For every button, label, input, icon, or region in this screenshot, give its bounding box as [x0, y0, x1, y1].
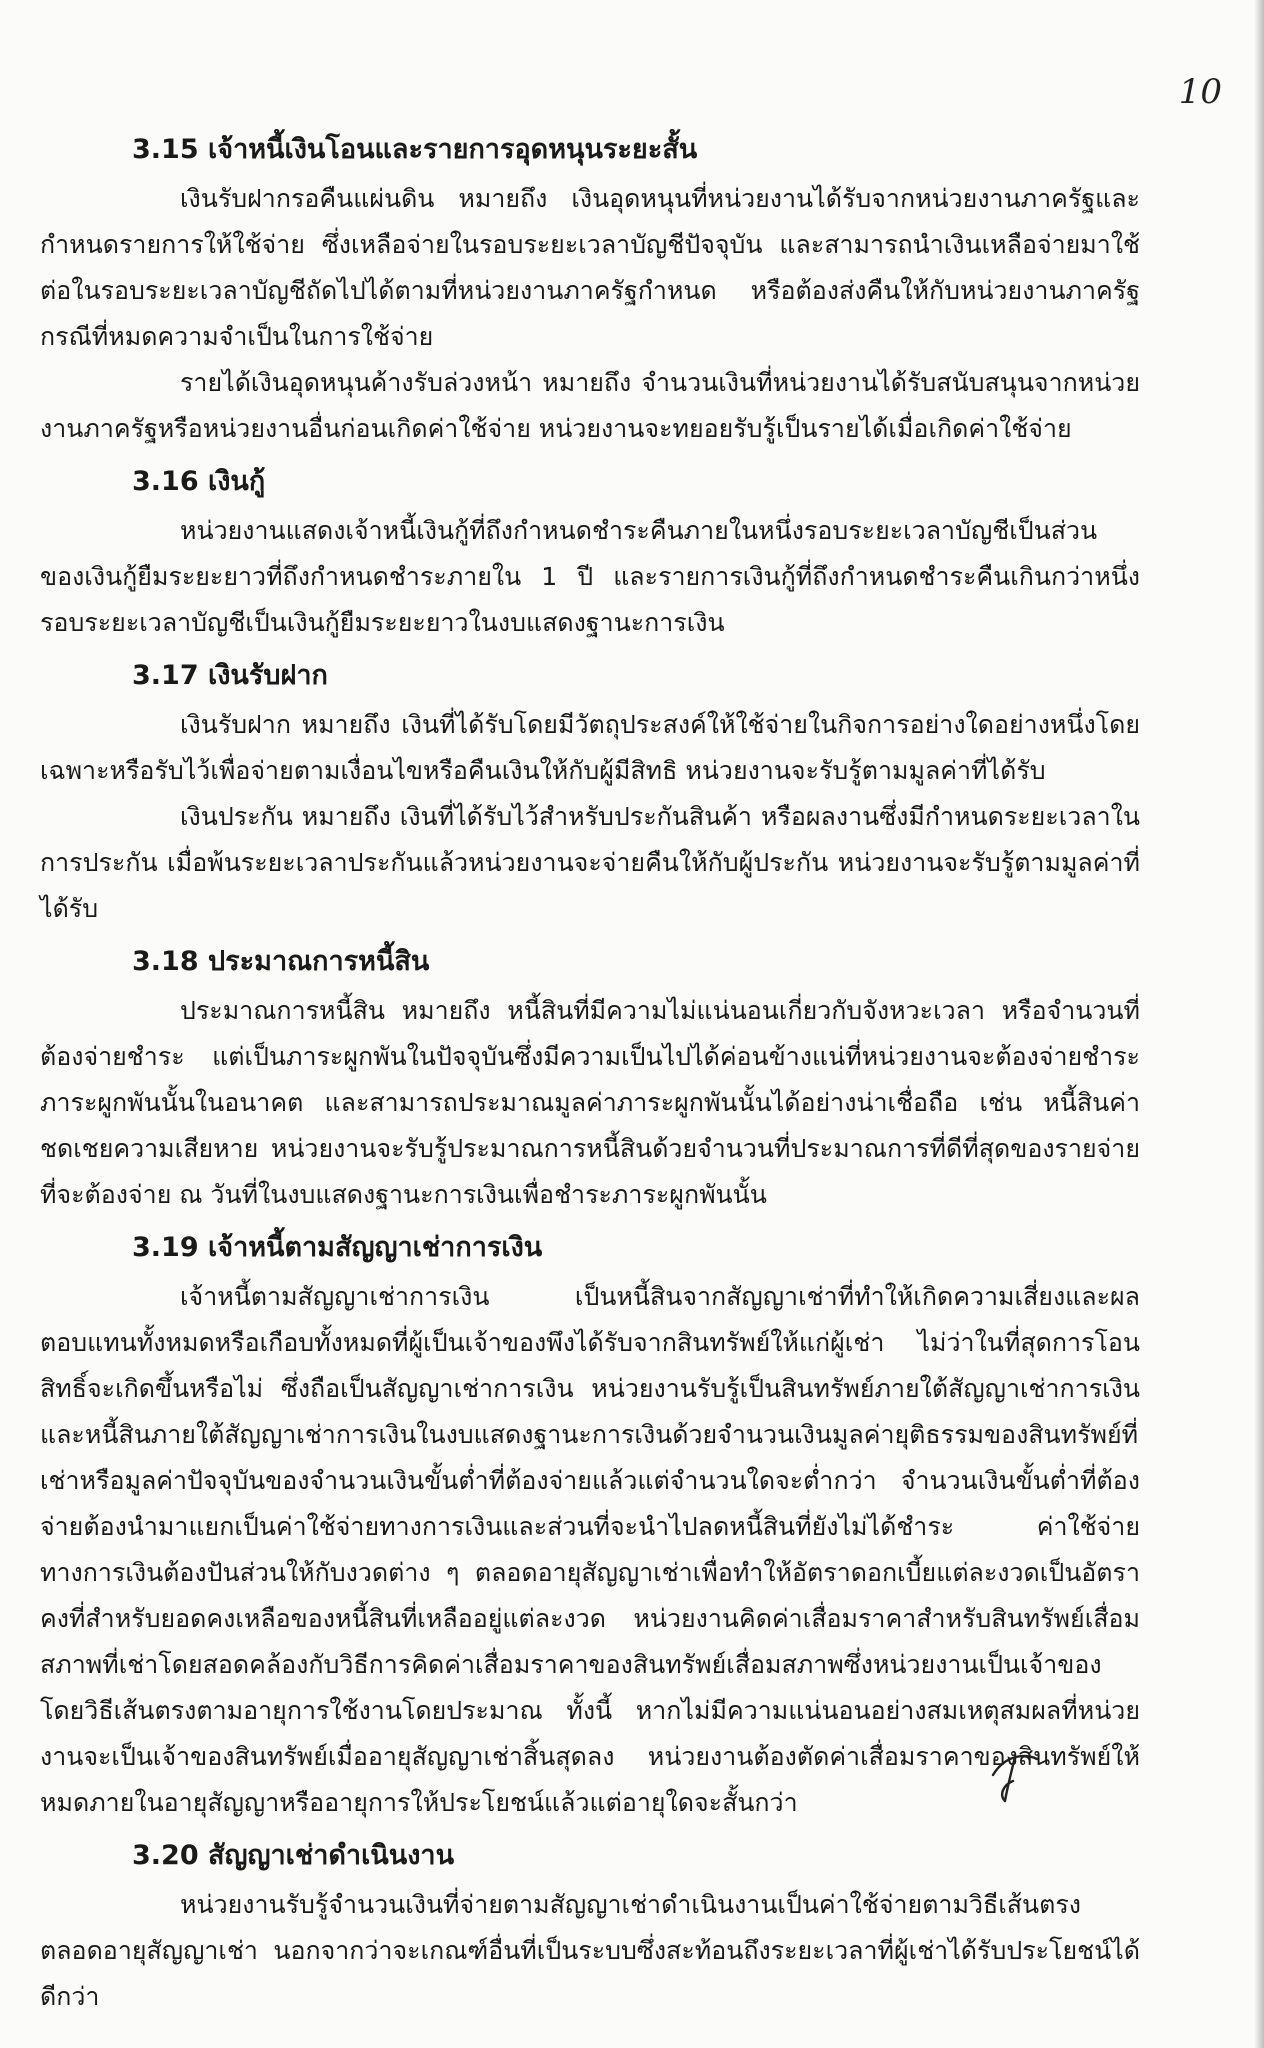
paragraph: ประมาณการหนี้สิน หมายถึง หนี้สินที่มีความไม่แน่นอนเกี่ยวกับจังหวะเวลา หรือจำนวนที่ต้องจ่ายชำระ แต่เป็นภาระผูกพันในปัจจุบันซึ่งมีความเป็นไปได้ค่อนข้างแน่ที่หน่วยงานจะต้องจ่ายชำระภาระผูกพันนั้นในอนาคต และสามารถประมาณมูลค่าภาระผูกพันนั้นได้อย่างน่าเชื่อถือ เช่น หนี้สินค่าชดเชยความเสียหาย หน่วยงานจะรับรู้ประมาณการหนี้สินด้วยจำนวนที่ประมาณการที่ดีที่สุดของรายจ่ายที่จะต้องจ่าย ณ วันที่ในงบแสดงฐานะการเงินเพื่อชำระภาระผูกพันนั้น [40, 996, 1140, 1209]
section-heading: 3.20 สัญญาเช่าดำเนินงาน [132, 1840, 455, 1871]
section-3-19 [40, 1228, 1140, 1826]
section-3-16 [40, 462, 1140, 646]
paragraph: เงินรับฝากรอคืนแผ่นดิน หมายถึง เงินอุดหนุนที่หน่วยงานได้รับจากหน่วยงานภาครัฐและกำหนดรายการให้ใช้จ่าย ซึ่งเหลือจ่ายในรอบระยะเวลาบัญชีปัจจุบัน และสามารถนำเงินเหลือจ่ายมาใช้ต่อในรอบระยะเวลาบัญชีถัดไปได้ตามที่หน่วยงานภาครัฐกำหนด หรือต้องส่งคืนให้กับหน่วยงานภาครัฐกรณีที่หมดความจำเป็นในการใช้จ่าย [40, 184, 1140, 351]
section-heading: 3.17 เงินรับฝาก [132, 660, 328, 691]
paragraph: รายได้เงินอุดหนุนค้างรับล่วงหน้า หมายถึง จำนวนเงินที่หน่วยงานได้รับสนับสนุนจากหน่วยงานภาครัฐหรือหน่วยงานอื่นก่อนเกิดค่าใช้จ่าย หน่วยงานจะทยอยรับรู้เป็นรายได้เมื่อเกิดค่าใช้จ่าย [40, 368, 1140, 443]
signature-mark-icon [985, 1745, 1045, 1805]
paragraph: เงินรับฝาก หมายถึง เงินที่ได้รับโดยมีวัตถุประสงค์ให้ใช้จ่ายในกิจการอย่างใดอย่างหนึ่งโดยเฉพาะหรือรับไว้เพื่อจ่ายตามเงื่อนไขหรือคืนเงินให้กับผู้มีสิทธิ หน่วยงานจะรับรู้ตามมูลค่าที่ได้รับ [40, 710, 1140, 785]
section-3-15 [40, 130, 1140, 452]
paragraph: เงินประกัน หมายถึง เงินที่ได้รับไว้สำหรับประกันสินค้า หรือผลงานซึ่งมีกำหนดระยะเวลาในการประกัน เมื่อพ้นระยะเวลาประกันแล้วหน่วยงานจะจ่ายคืนให้กับผู้ประกัน หน่วยงานจะรับรู้ตามมูลค่าที่ได้รับ [40, 802, 1140, 923]
document-body [40, 120, 1140, 2028]
section-3-20 [40, 1836, 1140, 2020]
section-3-18 [40, 942, 1140, 1218]
section-heading: 3.16 เงินกู้ [132, 466, 266, 497]
section-heading: 3.19 เจ้าหนี้ตามสัญญาเช่าการเงิน [132, 1232, 543, 1263]
page-number: 10 [1178, 72, 1222, 112]
paragraph: หน่วยงานแสดงเจ้าหนี้เงินกู้ที่ถึงกำหนดชำระคืนภายในหนึ่งรอบระยะเวลาบัญชีเป็นส่วนของเงินกู้ยืมระยะยาวที่ถึงกำหนดชำระภายใน 1 ปี และรายการเงินกู้ที่ถึงกำหนดชำระคืนเกินกว่าหนึ่งรอบระยะเวลาบัญชีเป็นเงินกู้ยืมระยะยาวในงบแสดงฐานะการเงิน [40, 516, 1140, 637]
section-heading: 3.18 ประมาณการหนี้สิน [132, 946, 430, 977]
paragraph: เจ้าหนี้ตามสัญญาเช่าการเงิน เป็นหนี้สินจากสัญญาเช่าที่ทำให้เกิดความเสี่ยงและผลตอบแทนทั้งหมดหรือเกือบทั้งหมดที่ผู้เป็นเจ้าของพึงได้รับจากสินทรัพย์ให้แก่ผู้เช่า ไม่ว่าในที่สุดการโอนสิทธิ์จะเกิดขึ้นหรือไม่ ซึ่งถือเป็นสัญญาเช่าการเงิน หน่วยงานรับรู้เป็นสินทรัพย์ภายใต้สัญญาเช่าการเงินและหนี้สินภายใต้สัญญาเช่าการเงินในงบแสดงฐานะการเงินด้วยจำนวนเงินมูลค่ายุติธรรมของสินทรัพย์ที่เช่าหรือมูลค่าปัจจุบันของจำนวนเงินขั้นต่ำที่ต้องจ่ายแล้วแต่จำนวนใดจะต่ำกว่า จำนวนเงินขั้นต่ำที่ต้องจ่ายต้องนำมาแยกเป็นค่าใช้จ่ายทางการเงินและส่วนที่จะนำไปลดหนี้สินที่ยังไม่ได้ชำระ ค่าใช้จ่ายทางการเงินต้องปันส่วนให้กับงวดต่าง ๆ ตลอดอายุสัญญาเช่าเพื่อทำให้อัตราดอกเบี้ยแต่ละงวดเป็นอัตราคงที่สำหรับยอดคงเหลือของหนี้สินที่เหลืออยู่แต่ละงวด หน่วยงานคิดค่าเสื่อมราคาสำหรับสินทรัพย์เสื่อมสภาพที่เช่าโดยสอดคล้องกับวิธีการคิดค่าเสื่อมราคาของสินทรัพย์เสื่อมสภาพซึ่งหน่วยงานเป็นเจ้าของโดยวิธีเส้นตรงตามอายุการใช้งานโดยประมาณ ทั้งนี้ หากไม่มีความแน่นอนอย่างสมเหตุสมผลที่หน่วยงานจะเป็นเจ้าของสินทรัพย์เมื่ออายุสัญญาเช่าสิ้นสุดลง หน่วยงานต้องตัดค่าเสื่อมราคาของสินทรัพย์ให้หมดภายในอายุสัญญาหรืออายุการให้ประโยชน์แล้วแต่อายุใดจะสั้นกว่า [40, 1282, 1140, 1817]
paragraph: หน่วยงานรับรู้จำนวนเงินที่จ่ายตามสัญญาเช่าดำเนินงานเป็นค่าใช้จ่ายตามวิธีเส้นตรงตลอดอายุสัญญาเช่า นอกจากว่าจะเกณฑ์อื่นที่เป็นระบบซึ่งสะท้อนถึงระยะเวลาที่ผู้เช่าได้รับประโยชน์ได้ดีกว่า [40, 1890, 1140, 2011]
scan-edge-shadow [1254, 0, 1264, 2048]
section-3-17 [40, 656, 1140, 932]
section-heading: 3.15 เจ้าหนี้เงินโอนและรายการอุดหนุนระยะสั้น [132, 134, 698, 165]
